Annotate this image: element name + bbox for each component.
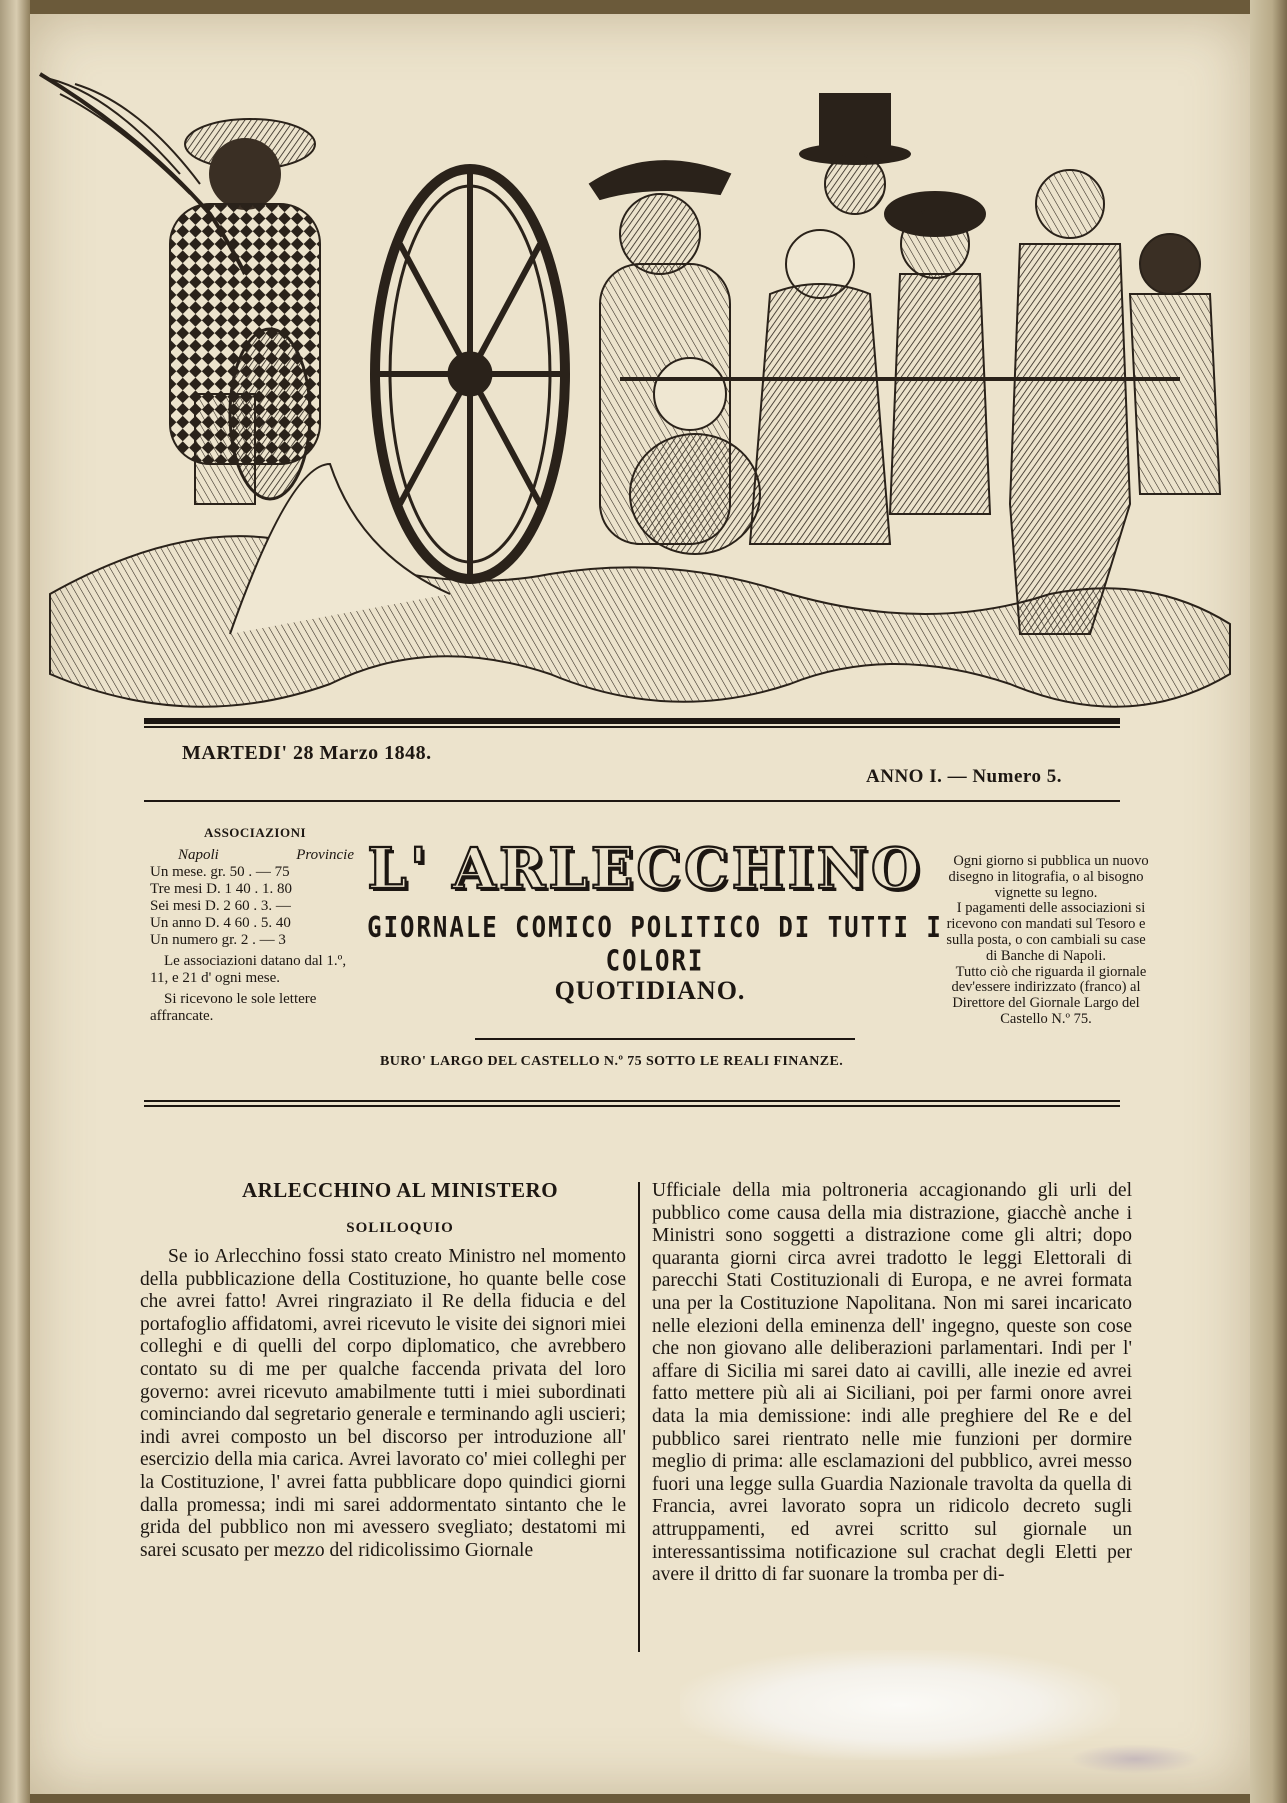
page-edge (1250, 0, 1287, 1803)
notice-drawing: Ogni giorno si pubblica un nuovo disegno in litografia, o al bisogno vignette su legno. (948, 853, 1149, 901)
newspaper-page (30, 14, 1250, 1794)
book-spine (0, 0, 30, 1803)
header-rule-thin (144, 726, 1120, 728)
header-rule-thick (144, 718, 1120, 724)
masthead-bottom-rule (144, 1100, 1120, 1102)
article-column-2: Ufficiale della mia poltroneria accagionando gli urli del pubblico come causa della mia distrazione, giacchè anche i Ministri sono soggetti a distrazione come gli altri; dopo quaranta giorni circa avrei tradotto le leggi Elettorali di parecchi Stati Costituzionali di Europa, e ne avrei formata una per la Costituzione Napolitana. Non mi sarei incaricato nelle elezioni della eminenza dell' ingegno, queste son cose che non giovano alle deliberazioni parlamentari. Indi per l' affare di Sicilia mi sarei dato ai cavilli, alle inezie ed avrei fatto mettere più ali ai Siciliani, poi per farmi onore avrei data la mia demissione: indi alle preghiere del Re e del pubblico sarei rientrato nelle mie funzioni per dormire meglio di prima: alle esclamazioni del pubblico, avrei messo fuori una legge sulla Guardia Nazionale travolta da quella di Francia, avrei lavorato sopra un ridicolo decreto sugli attruppamenti, ed avrei scritto sul giornale un interessantissima notificazione sul crachat degli Eletti per avere il dritto di far suonare la tromba per di- (652, 1180, 1132, 1586)
rate-line: Un anno D. 4 60 . 5. 40 (150, 915, 291, 931)
letters-note: Si ricevono le sole lettere affrancate. (150, 991, 317, 1024)
library-stamp (1070, 1744, 1200, 1774)
masthead-rule (475, 1038, 855, 1040)
masthead-title: L' ARLECCHINO (367, 836, 923, 902)
rate-columns (150, 847, 360, 864)
publication-notices (940, 854, 1152, 1028)
article-title: ARLECCHINO AL MINISTERO (241, 1178, 559, 1202)
article-subtitle: SOLILOQUIO (346, 1220, 454, 1236)
article-column-1: Se io Arlecchino fossi stato creato Ministro nel momento della pubblicazione della Costituzione, ho quante belle cose che avrei fatto! Avrei ringraziato il Re della fiducia e del portafoglio affidatomi, avrei ricevuto le visite dei signori miei colleghi e di quelli del corpo diplomatico, che avrebbero contato su di me per qualche faccenda privata del loro governo: avrei ricevuto amabilmente tutti i miei subordinati cominciando dal segretario generale e terminando agli uscieri; indi avrei composto un bel discorso per introduzione all' esercizio della mia carica. Avrei lavorato co' miei colleghi per la Costituzione, l' avrei fatta pubblicare dopo quindici giorni dalla promessa; indi mi sarei addormentato sintanto che le grida del pubblico non mi avessero svegliato; destatomi mi sarei scusato per mezzo del ridicolissimo Giornale (140, 1246, 626, 1561)
masthead-bottom-rule-2 (144, 1105, 1120, 1107)
masthead-frequency: QUOTIDIANO. (554, 976, 746, 1005)
notice-correspondence: Tutto ciò che riguarda il giornale dev'essere indirizzato (franco) al Direttore del Giornale Largo del Castello N.º 75. (951, 963, 1147, 1027)
issue-date: MARTEDI' 28 Marzo 1848. (182, 742, 432, 764)
office-address: BURO' LARGO DEL CASTELLO N.º 75 SOTTO LE REALI FINANZE. (380, 1054, 844, 1069)
masthead-illustration (30, 34, 1250, 754)
subscription-rates (150, 824, 360, 1025)
masthead-subtitle: GIORNALE COMICO POLITICO DI TUTTI I COLORI (367, 910, 943, 978)
rate-line: Un numero gr. 2 . — 3 (150, 932, 286, 948)
subscription-title: ASSOCIAZIONI (203, 825, 307, 840)
paper-smudge (680, 1650, 1120, 1760)
subscription-note: Le associazioni datano dal 1.º, 11, e 21 d' ogni mese. (150, 953, 347, 986)
header-rule-lower (144, 800, 1120, 802)
rate-line: Un mese. gr. 50 . — 75 (150, 864, 290, 880)
column-divider (638, 1182, 640, 1652)
col-provincie: Provincie (296, 847, 354, 863)
col-napoli: Napoli (178, 847, 219, 863)
rate-line: Sei mesi D. 2 60 . 3. — (150, 898, 291, 914)
notice-payments: I pagamenti delle associazioni si ricevono con mandati sul Tesoro e sulla posta, o con cambiali su case di Banche di Napoli. (946, 900, 1146, 964)
issue-number: ANNO I. — Numero 5. (866, 766, 1062, 787)
rate-line: Tre mesi D. 1 40 . 1. 80 (150, 881, 292, 897)
